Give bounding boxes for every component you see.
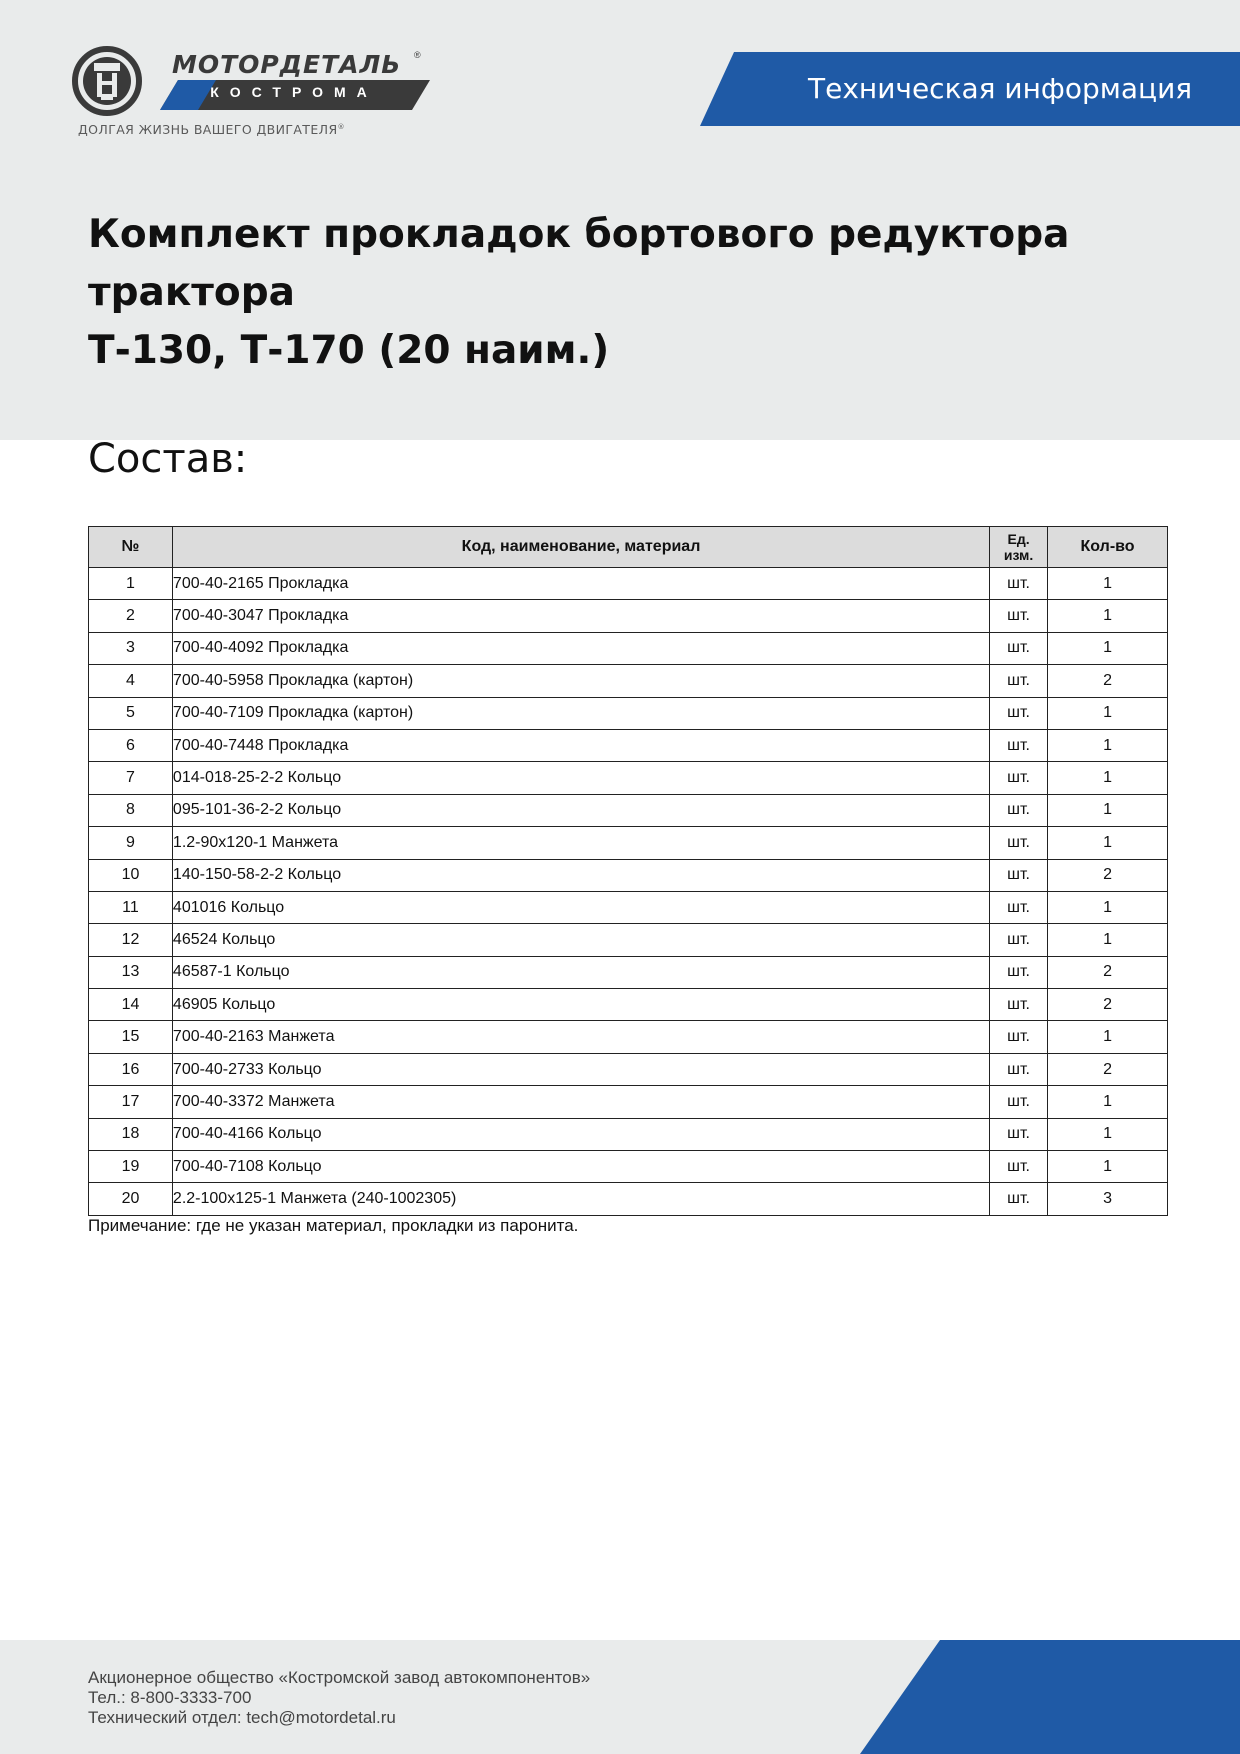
table-row [89,1053,1168,1085]
row-no-cell: 17 [89,1086,173,1118]
table-row [89,859,1168,891]
row-no-cell: 10 [89,859,173,891]
row-no-cell: 15 [89,1021,173,1053]
row-name-cell: 140-150-58-2-2 Кольцо [172,859,989,891]
title-line-2: Т-130, Т-170 (20 наим.) [88,328,610,373]
row-qty-cell: 2 [1048,956,1168,988]
row-qty-cell: 1 [1048,697,1168,729]
row-name-cell: 700-40-2165 Прокладка [172,568,989,600]
row-unit-cell: шт. [990,600,1048,632]
table-row [89,924,1168,956]
row-name-cell: 46587-1 Кольцо [172,956,989,988]
tech-info-label: Техническая информация [808,72,1193,105]
row-qty-cell: 1 [1048,827,1168,859]
row-unit-cell: шт. [990,568,1048,600]
table-row [89,1118,1168,1150]
row-unit-cell: шт. [990,989,1048,1021]
company-logo [72,46,432,146]
row-unit-cell: шт. [990,1053,1048,1085]
table-row [89,1151,1168,1183]
row-qty-cell: 2 [1048,665,1168,697]
row-no-cell: 2 [89,600,173,632]
row-name-cell: 46524 Кольцо [172,924,989,956]
row-qty-cell: 2 [1048,989,1168,1021]
table-row [89,762,1168,794]
brand-city: КОСТРОМА [210,84,378,100]
header-unit [990,527,1048,568]
parts-table [88,526,1168,1216]
row-name-cell: 700-40-3372 Манжета [172,1086,989,1118]
row-qty-cell: 2 [1048,859,1168,891]
table-row [89,697,1168,729]
header-unit-line-1: Ед. [1007,531,1030,547]
row-name-cell: 2.2-100х125-1 Манжета (240-1002305) [172,1183,989,1215]
row-unit-cell: шт. [990,1118,1048,1150]
row-unit-cell: шт. [990,729,1048,761]
row-unit-cell: шт. [990,632,1048,664]
header-no: № [89,527,173,568]
footer-contacts [88,1668,590,1728]
table-row [89,794,1168,826]
piston-logo-icon [72,46,142,116]
row-unit-cell: шт. [990,956,1048,988]
row-qty-cell: 1 [1048,891,1168,923]
row-no-cell: 12 [89,924,173,956]
row-no-cell: 11 [89,891,173,923]
table-row [89,1183,1168,1215]
table-row [89,600,1168,632]
row-unit-cell: шт. [990,924,1048,956]
row-qty-cell: 2 [1048,1053,1168,1085]
row-name-cell: 700-40-5958 Прокладка (картон) [172,665,989,697]
row-no-cell: 19 [89,1151,173,1183]
footer-tech-dept: Технический отдел: tech@motordetal.ru [88,1708,396,1727]
header-unit-line-2: изм. [1003,547,1034,563]
footer-blue-shape [860,1640,1240,1754]
section-title: Состав: [88,436,248,482]
table-row [89,827,1168,859]
row-no-cell: 8 [89,794,173,826]
row-name-cell: 700-40-2163 Манжета [172,1021,989,1053]
row-unit-cell: шт. [990,1086,1048,1118]
row-name-cell: 700-40-3047 Прокладка [172,600,989,632]
row-unit-cell: шт. [990,1151,1048,1183]
slogan-registered-mark: ® [337,122,345,131]
row-no-cell: 9 [89,827,173,859]
row-no-cell: 5 [89,697,173,729]
row-unit-cell: шт. [990,1183,1048,1215]
table-row [89,891,1168,923]
footer-phone: Тел.: 8-800-3333-700 [88,1688,252,1707]
row-name-cell: 700-40-7109 Прокладка (картон) [172,697,989,729]
table-header-row [89,527,1168,568]
row-qty-cell: 1 [1048,568,1168,600]
table-row [89,956,1168,988]
slogan [78,122,345,137]
page-title [88,206,1168,380]
table-row [89,665,1168,697]
row-name-cell: 095-101-36-2-2 Кольцо [172,794,989,826]
row-unit-cell: шт. [990,794,1048,826]
row-qty-cell: 1 [1048,600,1168,632]
row-qty-cell: 1 [1048,1086,1168,1118]
row-name-cell: 1.2-90х120-1 Манжета [172,827,989,859]
row-no-cell: 18 [89,1118,173,1150]
footer-company: Акционерное общество «Костромской завод автокомпонентов» [88,1668,591,1687]
table-row [89,729,1168,761]
row-no-cell: 7 [89,762,173,794]
slogan-text: ДОЛГАЯ ЖИЗНЬ ВАШЕГО ДВИГАТЕЛЯ [78,122,338,137]
row-name-cell: 46905 Кольцо [172,989,989,1021]
header-name: Код, наименование, материал [172,527,989,568]
table-row [89,632,1168,664]
row-unit-cell: шт. [990,827,1048,859]
row-name-cell: 700-40-4166 Кольцо [172,1118,989,1150]
row-unit-cell: шт. [990,859,1048,891]
row-name-cell: 700-40-4092 Прокладка [172,632,989,664]
row-qty-cell: 1 [1048,632,1168,664]
row-qty-cell: 1 [1048,1118,1168,1150]
header-qty: Кол-во [1048,527,1168,568]
row-qty-cell: 1 [1048,1021,1168,1053]
table-row [89,1021,1168,1053]
row-name-cell: 014-018-25-2-2 Кольцо [172,762,989,794]
row-name-cell: 700-40-7108 Кольцо [172,1151,989,1183]
row-unit-cell: шт. [990,891,1048,923]
table-row [89,568,1168,600]
brand-name: МОТОРДЕТАЛЬ [172,50,402,79]
table-row [89,1086,1168,1118]
row-qty-cell: 1 [1048,1151,1168,1183]
row-qty-cell: 1 [1048,729,1168,761]
row-no-cell: 4 [89,665,173,697]
row-name-cell: 401016 Кольцо [172,891,989,923]
row-qty-cell: 1 [1048,794,1168,826]
table-row [89,989,1168,1021]
row-qty-cell: 1 [1048,924,1168,956]
row-qty-cell: 3 [1048,1183,1168,1215]
row-no-cell: 16 [89,1053,173,1085]
row-no-cell: 14 [89,989,173,1021]
row-unit-cell: шт. [990,665,1048,697]
row-no-cell: 1 [89,568,173,600]
row-no-cell: 6 [89,729,173,761]
row-no-cell: 13 [89,956,173,988]
row-no-cell: 3 [89,632,173,664]
row-unit-cell: шт. [990,1021,1048,1053]
row-no-cell: 20 [89,1183,173,1215]
row-name-cell: 700-40-7448 Прокладка [172,729,989,761]
brand-registered-mark: ® [414,50,421,60]
row-qty-cell: 1 [1048,762,1168,794]
note: Примечание: где не указан материал, прокладки из паронита. [88,1216,579,1235]
title-line-1: Комплект прокладок бортового редуктора трактора [88,212,1070,315]
row-name-cell: 700-40-2733 Кольцо [172,1053,989,1085]
row-unit-cell: шт. [990,697,1048,729]
row-unit-cell: шт. [990,762,1048,794]
